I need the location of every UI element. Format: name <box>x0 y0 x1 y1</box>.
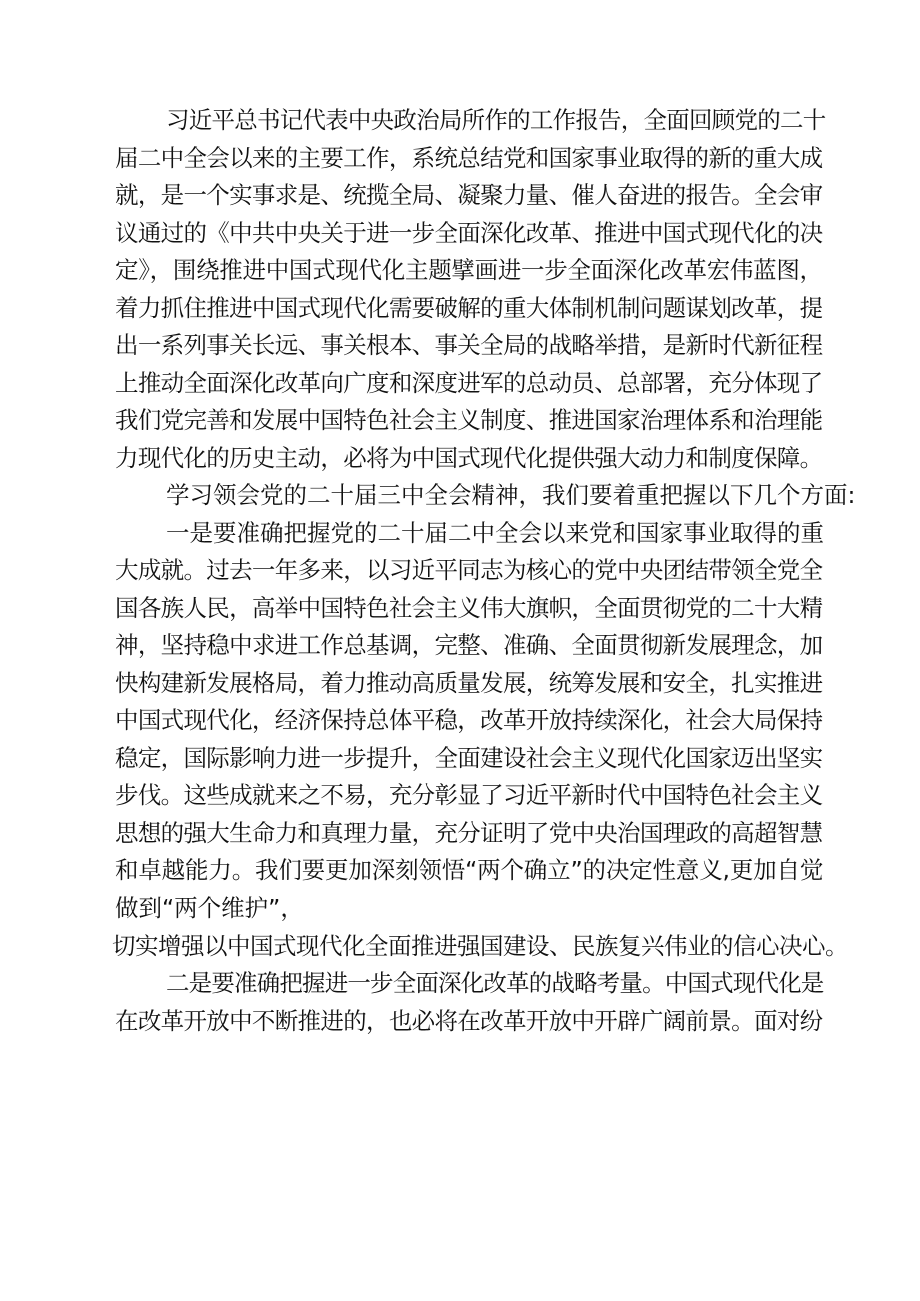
text-line: 快构建新发展格局，着力推动高质量发展，统筹发展和安全，扎实推进 <box>115 669 823 697</box>
text-line: 届二中全会以来的主要工作，系统总结党和国家事业取得的新的重大成 <box>115 144 823 172</box>
text-line: 稳定，国际影响力进一步提升，全面建设社会主义现代化国家迈出坚实 <box>115 744 823 772</box>
text-line: 在改革开放中不断推进的，也必将在改革开放中开辟广阔前景。面对纷 <box>115 1007 823 1035</box>
text-line: 神，坚持稳中求进工作总基调，完整、准确、全面贯彻新发展理念，加 <box>115 631 823 659</box>
text-line: 中国式现代化，经济保持总体平稳，改革开放持续深化，社会大局保持 <box>115 706 823 734</box>
text-line: 议通过的《中共中央关于进一步全面深化改革、推进中国式现代化的决 <box>115 219 823 247</box>
text-line: 上推动全面深化改革向广度和深度进军的总动员、总部署，充分体现了 <box>115 369 823 397</box>
text-line: 步伐。这些成就来之不易，充分彰显了习近平新时代中国特色社会主义 <box>115 781 823 809</box>
text-line: 切实增强以中国式现代化全面推进强国建设、民族复兴伟业的信心决心。 <box>112 932 848 960</box>
text-line: 思想的强大生命力和真理力量，充分证明了党中央治国理政的高超智慧 <box>115 819 823 847</box>
text-line: 出一系列事关长远、事关根本、事关全局的战略举措，是新时代新征程 <box>115 331 823 359</box>
text-line: 学习领会党的二十届三中全会精神，我们要着重把握以下几个方面: <box>166 481 856 509</box>
text-line: 一是要准确把握党的二十届二中全会以来党和国家事业取得的重 <box>166 519 824 547</box>
text-line: 和卓越能力。我们要更加深刻领悟“两个确立”的决定性意义,更加自觉 <box>115 856 824 884</box>
text-line: 定》，围绕推进中国式现代化主题擘画进一步全面深化改革宏伟蓝图， <box>115 256 823 284</box>
text-line: 我们党完善和发展中国特色社会主义制度、推进国家治理体系和治理能 <box>115 406 823 434</box>
text-line: 就，是一个实事求是、统揽全局、凝聚力量、催人奋进的报告。全会审 <box>115 181 823 209</box>
text-line: 二是要准确把握进一步全面深化改革的战略考量。中国式现代化是 <box>166 969 824 997</box>
text-line: 大成就。过去一年多来，以习近平同志为核心的党中央团结带领全党全 <box>115 556 823 584</box>
text-line: 国各族人民，高举中国特色社会主义伟大旗帜，全面贯彻党的二十大精 <box>115 594 823 622</box>
text-line: 着力抓住推进中国式现代化需要破解的重大体制机制问题谋划改革，提 <box>115 294 823 322</box>
text-line: 做到“两个维护”， <box>115 894 304 922</box>
text-line: 力现代化的历史主动，必将为中国式现代化提供强大动力和制度保障。 <box>115 444 823 472</box>
text-line: 习近平总书记代表中央政治局所作的工作报告，全面回顾党的二十 <box>166 106 826 134</box>
